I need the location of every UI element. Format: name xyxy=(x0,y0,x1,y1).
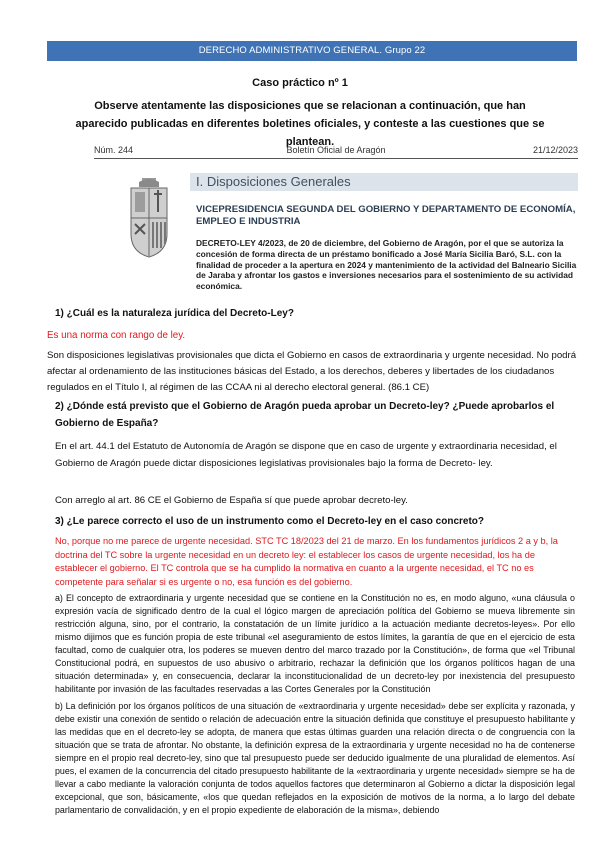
case-title: Caso práctico nº 1 xyxy=(252,77,348,89)
paragraph-a: a) El concepto de extraordinaria y urgente necesidad que se contiene en la Constitución no es, en modo alguno, «una cláusula o expresión vacía de significado dentro de la cual el lógico margen de apreciación política del Gobierno se mueva libremente sin restricción alguna, sino, por el contrario, la constatación de un límite jurídico a la actuación mediante decretos-leyes». Por ello mismo dijimos que es función propia de este tribunal «el aseguramiento de estos límites, la garantía de que en el ejercicio de esta facultad, como de cualquier otra, los poderes se mueven dentro del marco trazado por la Constitución», de forma que «el Tribunal Constitucional podrá, en supuestos de uso abusivo o arbitrario, rechazar la definición que los órganos políticos hagan de una situación determinada» y, en consecuencia, declarar la inconstitucionalidad de un decreto-ley por inexistencia del presupuesto habilitante por invasión de las facultades reservadas a las Cortes Generales por la Constitución xyxy=(55,593,575,694)
question-3: 3) ¿Le parece correcto el uso de un instrumento como el Decreto-ley en el caso concreto? xyxy=(55,516,485,527)
answer-3-red: No, porque no me parece de urgente necesidad. STC TC 18/2023 del 21 de marzo. En los fundamentos jurídicos 2 a y b, la doctrina del TC sobre la urgente necesidad en un decreto ley: el establecer los casos de urgente necesidad, los ha de establecer el gobierno. El TC controla que se ha cumplido la normativa en cuanto a la urgente necesidad, el TC no es competente para señalar si es urgente o no, esa función es del gobierno. xyxy=(55,536,558,587)
boa-date: 21/12/2023 xyxy=(532,145,578,155)
question-2: 2) ¿Dónde está previsto que el Gobierno de Aragón pueda aprobar un Decreto-ley? ¿Puede aprobarlos el Gobierno de España? xyxy=(55,401,555,429)
boa-rule xyxy=(94,158,578,159)
answer-2a: En el art. 44.1 del Estatuto de Autonomía de Aragón se dispone que en caso de urgente y extraordinaria necesidad, el Gobierno de Aragón puede dictar disposiciones legislativas provisionales bajo la forma de Decreto- ley. xyxy=(55,441,557,469)
paragraph-b: b) La definición por los órganos políticos de una situación de «extraordinaria y urgente necesidad» debe ser explícita y razonada, y debe existir una conexión de sentido o relación de adecuación entre la situación definida que constituye el presupuesto habilitante y las medidas que en el decreto-ley se adopta, de manera que estas últimas guarden una relación directa o de congruencia con la situación que se trata de afrontar. No obstante, la definición expresa de la extraordinaria y urgente necesidad no ha de contenerse siempre en el propio real decreto-ley, sino que tal presupuesto puede ser deducido igualmente de una pluralidad de elementos. Así pues, el examen de la concurrencia del citado presupuesto habilitante de la «extraordinaria y urgente necesidad» siempre se ha de llevar a cabo mediante la valoración conjunta de todos aquellos factores que determinaron al Gobierno a dictar la disposición legal excepcional, que son, básicamente, «los que quedan reflejados en la exposición de motivos de la norma, a lo largo del debate parlamentario de convalidación, y en el propio expediente de elaboración de la misma», debiendo xyxy=(55,701,575,815)
boa-title: Boletín Oficial de Aragón xyxy=(286,145,386,155)
department-heading: VICEPRESIDENCIA SEGUNDA DEL GOBIERNO Y DEPARTAMENTO DE ECONOMÍA, EMPLEO E INDUSTRIA xyxy=(196,204,576,227)
boa-number: Núm. 244 xyxy=(94,145,134,155)
question-1: 1) ¿Cuál es la naturaleza jurídica del Decreto-Ley? xyxy=(55,308,294,319)
answer-1: Son disposiciones legislativas provisionales que dicta el Gobierno en casos de extraordinaria y urgente necesidad. No podrá afectar al ordenamiento de las instituciones básicas del Estado, a los derechos, deberes y libertades de los ciudadanos regulados en el Título I, al régimen de las CCAA ni al derecho electoral general. (86.1 CE) xyxy=(47,350,577,393)
section-title: I. Disposiciones Generales xyxy=(196,174,351,189)
answer-2b: Con arreglo al art. 86 CE el Gobierno de España sí que puede aprobar decreto-ley. xyxy=(55,495,408,506)
course-banner: DERECHO ADMINISTRATIVO GENERAL. Grupo 22 xyxy=(47,41,577,61)
case-intro: Observe atentamente las disposiciones que se relacionan a continuación, que han aparecido publicadas en diferentes boletines oficiales, y conteste a las cuestiones que se plantean. xyxy=(75,100,545,148)
aragon-coat-of-arms-icon xyxy=(127,178,171,258)
boa-excerpt xyxy=(94,140,578,300)
answer-1-red: Es una norma con rango de ley. xyxy=(47,330,186,341)
decree-title: DECRETO-LEY 4/2023, de 20 de diciembre, del Gobierno de Aragón, por el que se autoriza la concesión de forma directa de un préstamo bonificado a José María Sicilia Baró, S.L. con la finalidad de proceder a la apertura en 2024 y mantenimiento de la actividad del Balneario Sicilia de Jaraba y afrontar los gastos e inversiones necesarios para el sostenimiento de su actividad económica. xyxy=(196,238,577,292)
